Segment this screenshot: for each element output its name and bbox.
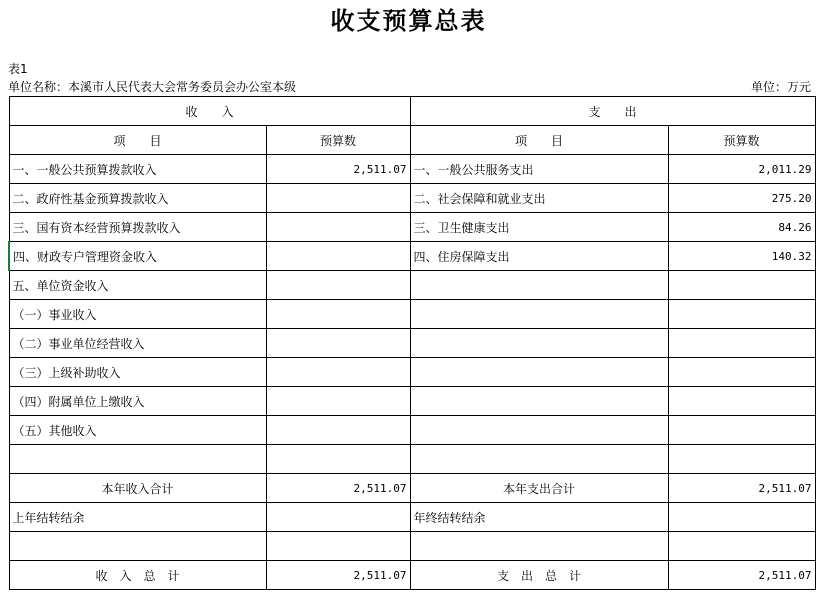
expense-total-amount: 2,511.07 xyxy=(668,561,815,590)
table-row xyxy=(9,387,815,416)
blank-cell xyxy=(9,532,266,561)
blank-cell xyxy=(668,532,815,561)
income-item: 四、财政专户管理资金收入 xyxy=(9,242,266,271)
income-subtotal-label: 本年收入合计 xyxy=(9,474,266,503)
subtotal-row xyxy=(9,474,815,503)
income-header: 收 入 xyxy=(9,97,410,126)
income-amount: 2,511.07 xyxy=(266,155,410,184)
expense-item: 三、卫生健康支出 xyxy=(410,213,668,242)
income-total-label: 收 入 总 计 xyxy=(9,561,266,590)
column-header-row xyxy=(9,126,815,155)
income-amount xyxy=(266,358,410,387)
income-amount xyxy=(266,329,410,358)
expense-item xyxy=(410,329,668,358)
unit-label: 单位：万元 xyxy=(750,80,811,94)
expense-item xyxy=(410,300,668,329)
income-carryover-label: 上年结转结余 xyxy=(9,503,266,532)
blank-cell xyxy=(266,532,410,561)
page-title: 收支预算总表 xyxy=(330,6,487,35)
expense-amount xyxy=(668,329,815,358)
expense-subtotal-amount: 2,511.07 xyxy=(668,474,815,503)
blank-cell xyxy=(410,532,668,561)
income-carryover-amount xyxy=(266,503,410,532)
income-amount xyxy=(266,445,410,474)
expense-amount xyxy=(668,416,815,445)
expense-carryover-amount xyxy=(668,503,815,532)
income-item: （五）其他收入 xyxy=(9,416,266,445)
income-item: 一、一般公共预算拨款收入 xyxy=(9,155,266,184)
section-header-row xyxy=(9,97,815,126)
expense-amount xyxy=(668,300,815,329)
expense-item xyxy=(410,416,668,445)
income-item xyxy=(9,445,266,474)
table-row xyxy=(9,329,815,358)
expense-item: 二、社会保障和就业支出 xyxy=(410,184,668,213)
expense-budget-header: 预算数 xyxy=(668,126,815,155)
expense-total-label: 支 出 总 计 xyxy=(410,561,668,590)
expense-amount xyxy=(668,445,815,474)
income-item: 三、国有资本经营预算拨款收入 xyxy=(9,213,266,242)
income-item: （四）附属单位上缴收入 xyxy=(9,387,266,416)
expense-item xyxy=(410,445,668,474)
expense-item xyxy=(410,387,668,416)
unit-name: 单位名称：本溪市人民代表大会常务委员会办公室本级 xyxy=(8,80,297,94)
expense-item: 一、一般公共服务支出 xyxy=(410,155,668,184)
blank-row xyxy=(9,532,815,561)
expense-amount xyxy=(668,387,815,416)
table-row xyxy=(9,358,815,387)
expense-subtotal-label: 本年支出合计 xyxy=(410,474,668,503)
income-item: （二）事业单位经营收入 xyxy=(9,329,266,358)
expense-item-header: 项 目 xyxy=(410,126,668,155)
expense-amount: 2,011.29 xyxy=(668,155,815,184)
expense-amount xyxy=(668,358,815,387)
expense-amount xyxy=(668,271,815,300)
income-amount xyxy=(266,416,410,445)
table-row xyxy=(9,213,815,242)
income-item: （三）上级补助收入 xyxy=(9,358,266,387)
total-row xyxy=(9,561,815,590)
expense-item xyxy=(410,358,668,387)
carryover-row xyxy=(9,503,815,532)
income-budget-header: 预算数 xyxy=(266,126,410,155)
income-amount xyxy=(266,213,410,242)
income-amount xyxy=(266,300,410,329)
table-row xyxy=(9,271,815,300)
income-amount xyxy=(266,184,410,213)
income-total-amount: 2,511.07 xyxy=(266,561,410,590)
table-row xyxy=(9,300,815,329)
expense-item xyxy=(410,271,668,300)
expense-carryover-label: 年终结转结余 xyxy=(410,503,668,532)
expense-header: 支 出 xyxy=(410,97,815,126)
table-row xyxy=(9,242,815,271)
table-row xyxy=(9,184,815,213)
income-amount xyxy=(266,242,410,271)
income-amount xyxy=(266,387,410,416)
expense-amount: 140.32 xyxy=(668,242,815,271)
budget-table xyxy=(8,96,816,590)
expense-amount: 275.20 xyxy=(668,184,815,213)
table-row xyxy=(9,155,815,184)
income-item: （一）事业收入 xyxy=(9,300,266,329)
expense-amount: 84.26 xyxy=(668,213,815,242)
income-subtotal-amount: 2,511.07 xyxy=(266,474,410,503)
table-row xyxy=(9,416,815,445)
table-number: 表1 xyxy=(8,62,28,76)
income-item: 五、单位资金收入 xyxy=(9,271,266,300)
expense-item: 四、住房保障支出 xyxy=(410,242,668,271)
income-item-header: 项 目 xyxy=(9,126,266,155)
income-amount xyxy=(266,271,410,300)
table-row xyxy=(9,445,815,474)
income-item: 二、政府性基金预算拨款收入 xyxy=(9,184,266,213)
